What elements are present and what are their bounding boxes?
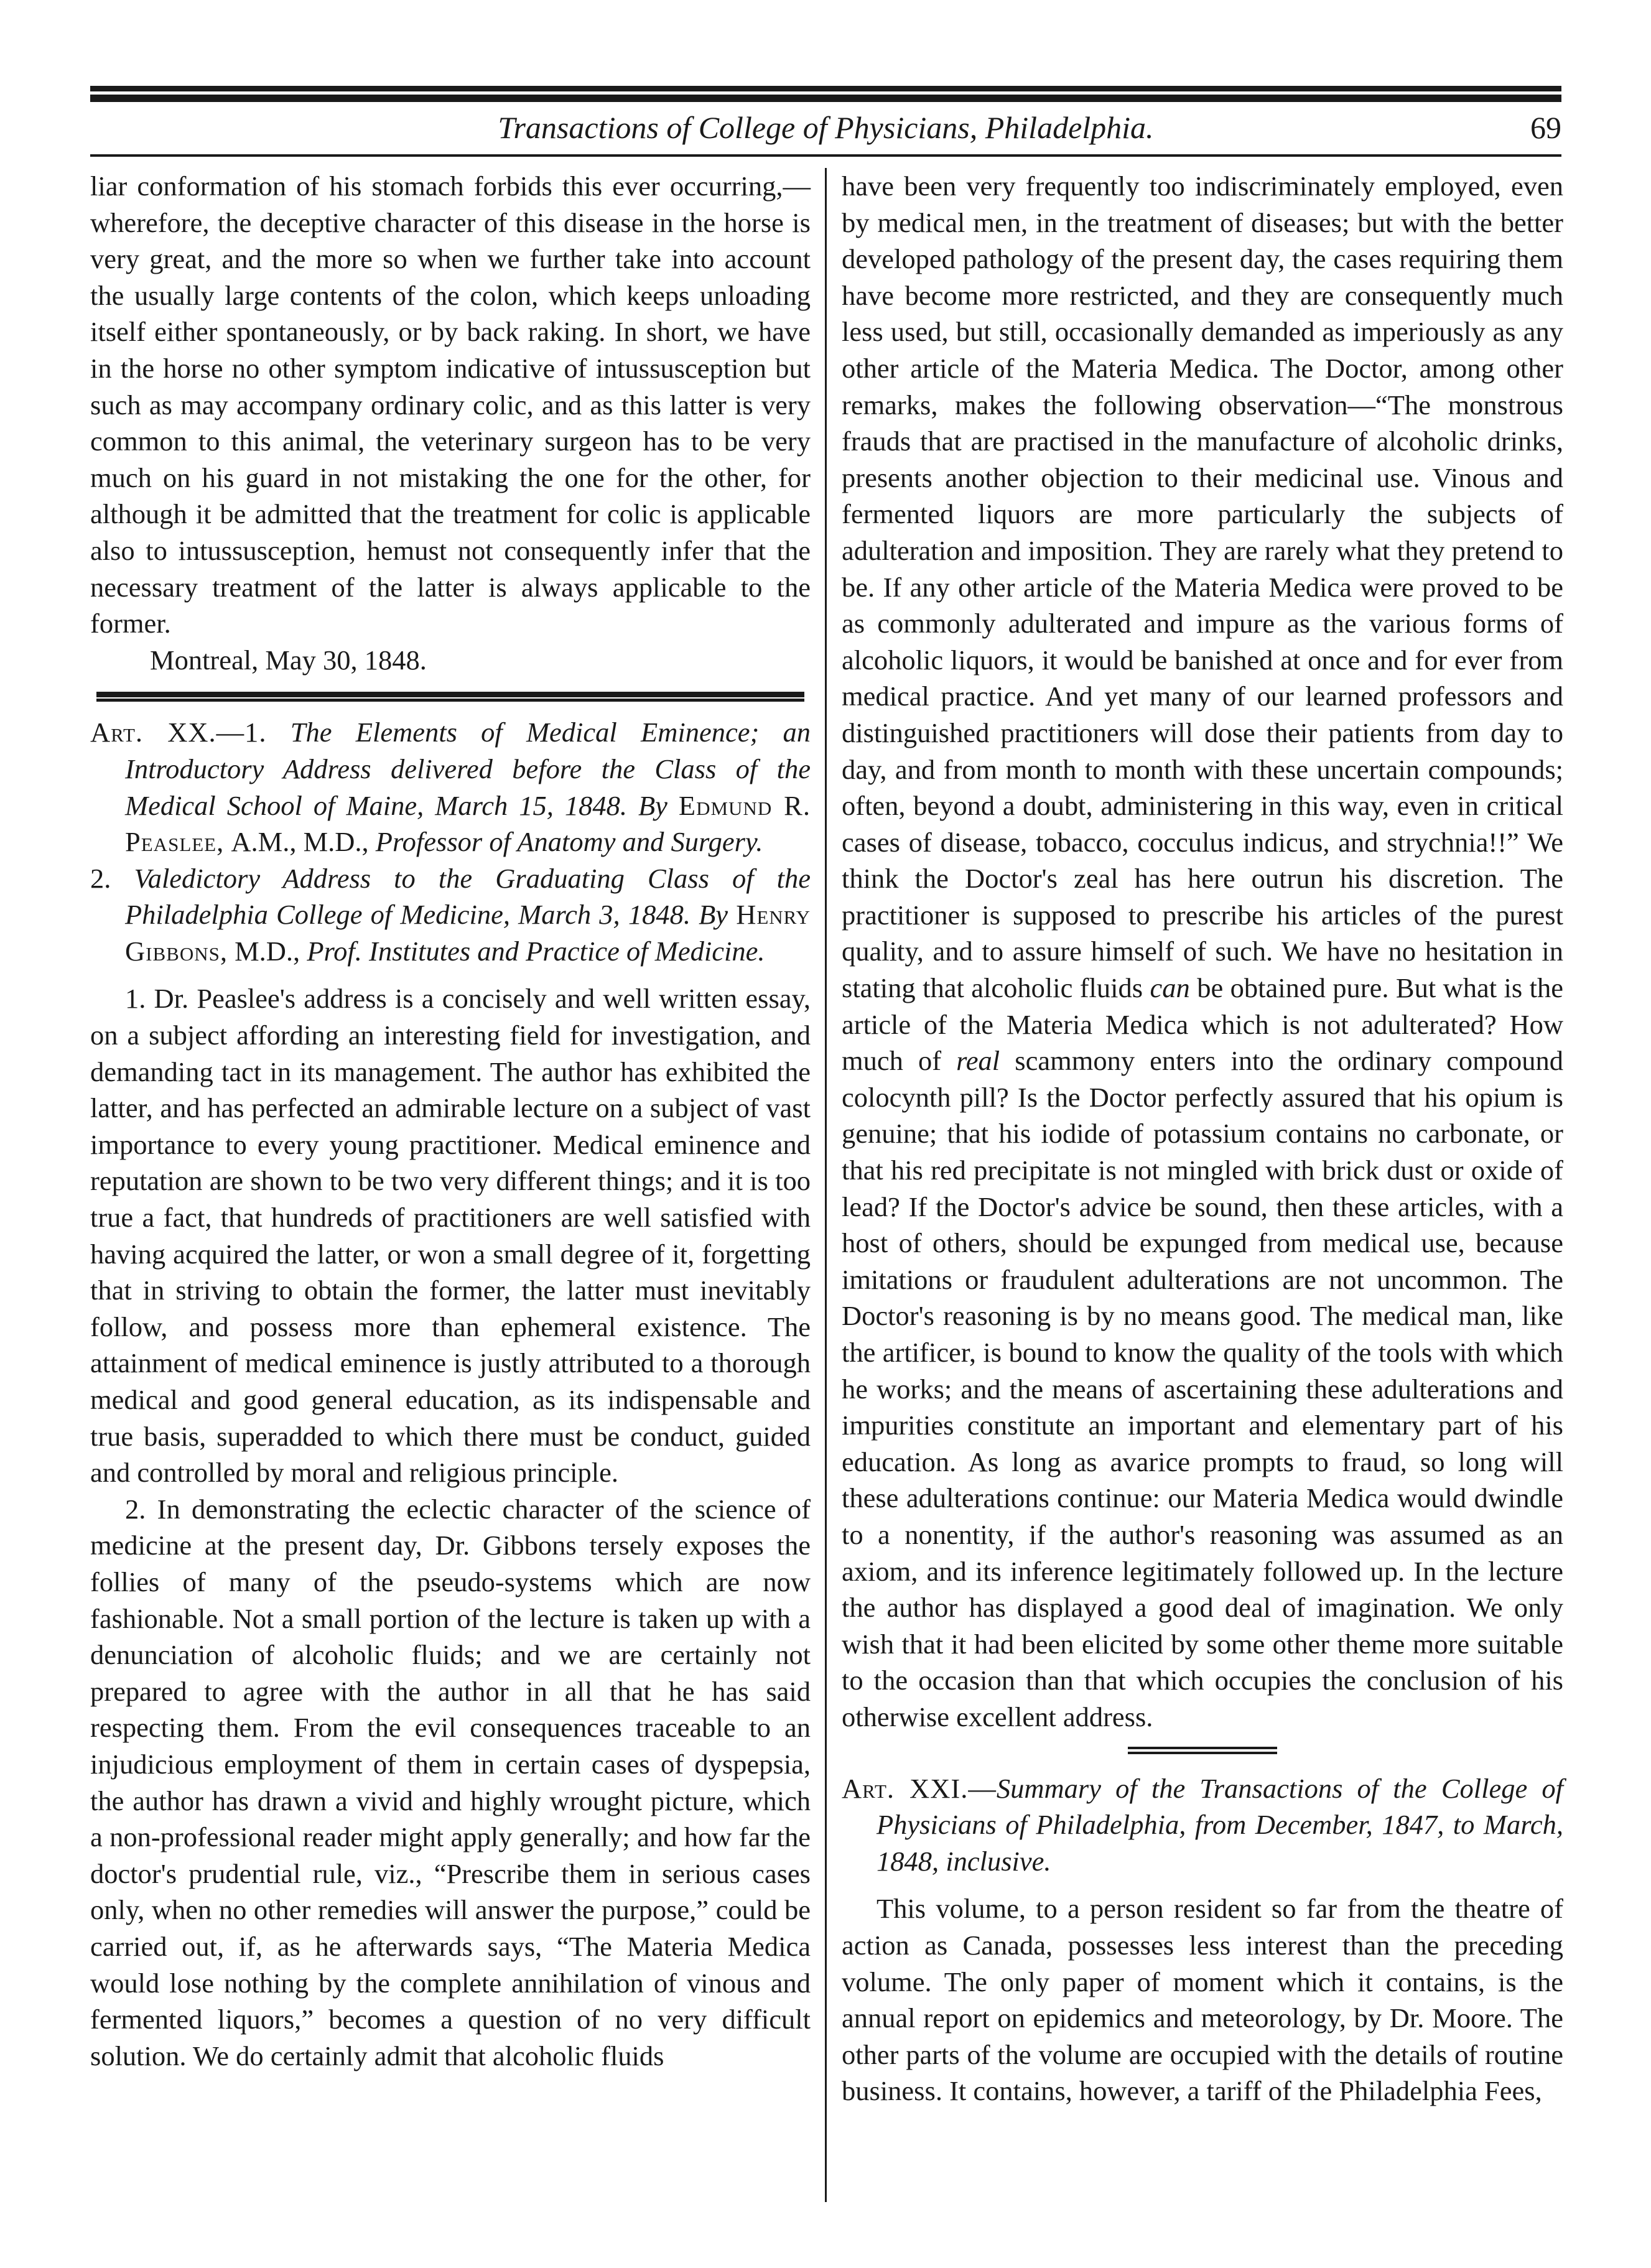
- spacer: [842, 1879, 1563, 1890]
- author-role: Prof. Institutes and Practice of Medicine.: [307, 935, 765, 967]
- work-date: March 3, 1848.: [518, 899, 691, 931]
- emphasis: real: [956, 1045, 1000, 1077]
- author-degrees: A.M., M.D.,: [231, 826, 369, 858]
- work-title: Valedictory Address to the Graduating Class of the Philadelphia College of Medicine,: [125, 862, 811, 931]
- dateline: Montreal, May 30, 1848.: [150, 644, 427, 676]
- emphasis: can: [1150, 972, 1190, 1004]
- running-title: Transactions of College of Physicians, Philadelphia.: [498, 110, 1154, 145]
- paragraph-continued: liar conformation of his stomach forbids this ever occurring,—wherefore, the deceptive character of this disease in the horse is very great, and the more so when we further take into account the usually large contents of the colon, which keeps unloading itself either spontaneously, or by back raking. In short, we have in the horse no other symptom indicative of intussusception but such as may accompany ordinary colic, and as this latter is very common to this animal, the veterinary surgeon has to be very much on his guard in not mistaking the one for the other, for although it be admitted that the treatment for colic is applicable also to intussusception, hemust not consequently infer that the necessary treatment of the latter is always applicable to the former.: [90, 170, 811, 639]
- work-date: March 15, 1848.: [435, 789, 627, 821]
- item-number: 2.: [90, 862, 111, 894]
- author-name: Henry Gibbons,: [125, 899, 811, 967]
- author-role: Professor of Anatomy and Surgery.: [375, 826, 763, 858]
- top-double-rule: [90, 86, 1561, 102]
- paragraph: 1. Dr. Peaslee's address is a concisely and well written essay, on a subject affording an interesting field for investigation, and demanding tact in its management. The author has exhibited the latter, and has perfected an admirable lecture on a subject of vast importance to every young practitioner. Medical eminence and reputation are shown to be two very different things; and it is too true a fact, that hundreds of practitioners are well satisfied with having acquired the latter, or won a small degree of it, forgetting that in striving to obtain the former, the latter must inevitably follow, and possess more than ephemeral existence. The attainment of medical eminence is justly attributed to a thorough medical and good general education, as its indispensable and true basis, superadded to which there must be conduct, guided and controlled by moral and religious principle.: [90, 983, 811, 1489]
- spacer: [90, 969, 811, 980]
- author-degrees: M.D.,: [235, 935, 300, 967]
- work-title: Summary of the Transactions of the College of Physicians of Philadelphia, from December, 1847, to March, 1848, inclusive.: [877, 1772, 1563, 1877]
- author-name: Edmund R. Peaslee,: [125, 789, 811, 858]
- page-header: [90, 105, 1561, 154]
- article-separator-rule: [1128, 1747, 1277, 1754]
- article-number: Art. XXI.—: [842, 1772, 997, 1804]
- paragraph: 2. In demonstrating the eclectic character of the science of medicine at the present day, Dr. Gibbons tersely exposes the follies of many of the pseudo-systems which are now fashionable. Not a small portion of the lecture is taken up with a denunciation of alcoholic fluids; and we are certainly not prepared to agree with the author in all that he has said respecting them. From the evil consequences traceable to an injudicious employment of them in certain cases of dyspepsia, the author has drawn a vivid and highly wrought picture, which a non-professional reader might apply generally; and how far the doctor's prudential rule, viz., “Prescribe them in serious cases only, when no other remedies will answer the purpose,” could be carried out, if, as he afterwards says, “The Materia Medica would lose nothing by the complete annihilation of vinous and fermented liquors,” becomes a question of no very difficult solution. We do certainly admit that alcoholic fluids: [90, 1493, 811, 2071]
- column-divider: [825, 168, 827, 2202]
- article-separator-rule: [96, 692, 804, 702]
- work-title: The Elements of Medical Eminence; an Introductory Address delivered before the Class of the Medical School of Maine,: [125, 717, 811, 821]
- by-label: By: [699, 899, 728, 931]
- page-number: 69: [1530, 110, 1561, 145]
- paragraph: This volume, to a person resident so far from the theatre of action as Canada, possesses less interest than the preceding volume. The only paper of moment which it contains, is the annual report on epidemics and meteorology, by Dr. Moore. The other parts of the volume are occupied with the details of routine business. It contains, however, a tariff of the Philadelphia Fees,: [842, 1893, 1563, 2107]
- text-run: have been very frequently too indiscriminately employed, even by medical men, in the treatment of diseases; but with the better developed pathology of the present day, the cases requiring them have become more restricted, and they are consequently much less used, but still, occasionally demanded as imperiously as any other article of the Materia Medica. The Doctor, among other remarks, makes the following observation—“The monstrous frauds that are practised in the manufacture of alcoholic drinks, presents another objection to their medicinal use. Vinous and fermented liquors are more particularly the subjects of adulteration and imposition. They are rarely what they pretend to be. If any other article of the Materia Medica were proved to be as commonly adulterated and impure as the various forms of alcoholic liquors, it would be banished at once and for ever from medical practice. And yet many of our learned professors and distinguished practitioners will dose their patients from day to day, and from month to month with these uncertain compounds; often, beyond a doubt, administering in this way, even in critical cases of disease, tobacco, cocculus indicus, and strychnia!!” We think the Doctor's zeal has here outrun his discretion. The practitioner is supposed to prescribe his articles of the purest quality, and to assure himself of such. We have no hesitation in stating that alcoholic fluids: [842, 170, 1563, 1004]
- right-column: [842, 168, 1563, 2109]
- text-run: scammony enters into the ordinary compound colocynth pill? Is the Doctor perfectly assured that his opium is genuine; that his iodide of potassium contains no carbonate, or that his red precipitate is not mingled with brick dust or oxide of lead? If the Doctor's advice be sound, then these articles, with a host of others, should be expunged from medical use, because imitations or fraudulent adulterations are not uncommon. The Doctor's reasoning is by no means good. The medical man, like the artificer, is bound to know the quality of the tools with which he works; and the means of ascertaining these adulterations and impurities constitute an important and elementary part of his education. As long as avarice prompts to fraud, so long will these adulterations continue: our Materia Medica would dwindle to a nonentity, if the author's reasoning was assumed as an axiom, and its inference legitimately followed up. In the lecture the author has displayed a good deal of imagination. We only wish that it had been elicited by some other theme more suitable to the occasion than that which occupies the conclusion of his otherwise excellent address.: [842, 1045, 1564, 1732]
- by-label: By: [638, 789, 667, 821]
- paragraph-continued: [842, 168, 1563, 1736]
- header-rule: [90, 154, 1561, 157]
- article-number: Art. XX.—1.: [90, 717, 267, 748]
- article-xxi-heading: [842, 1770, 1563, 1880]
- article-xx-heading-2: [90, 860, 811, 970]
- article-xx-heading-1: [90, 714, 811, 860]
- text-run: be obtained pure. But what is the article of the Materia Medica which is not adulterated? How much of: [842, 972, 1563, 1077]
- left-column: [90, 168, 811, 2074]
